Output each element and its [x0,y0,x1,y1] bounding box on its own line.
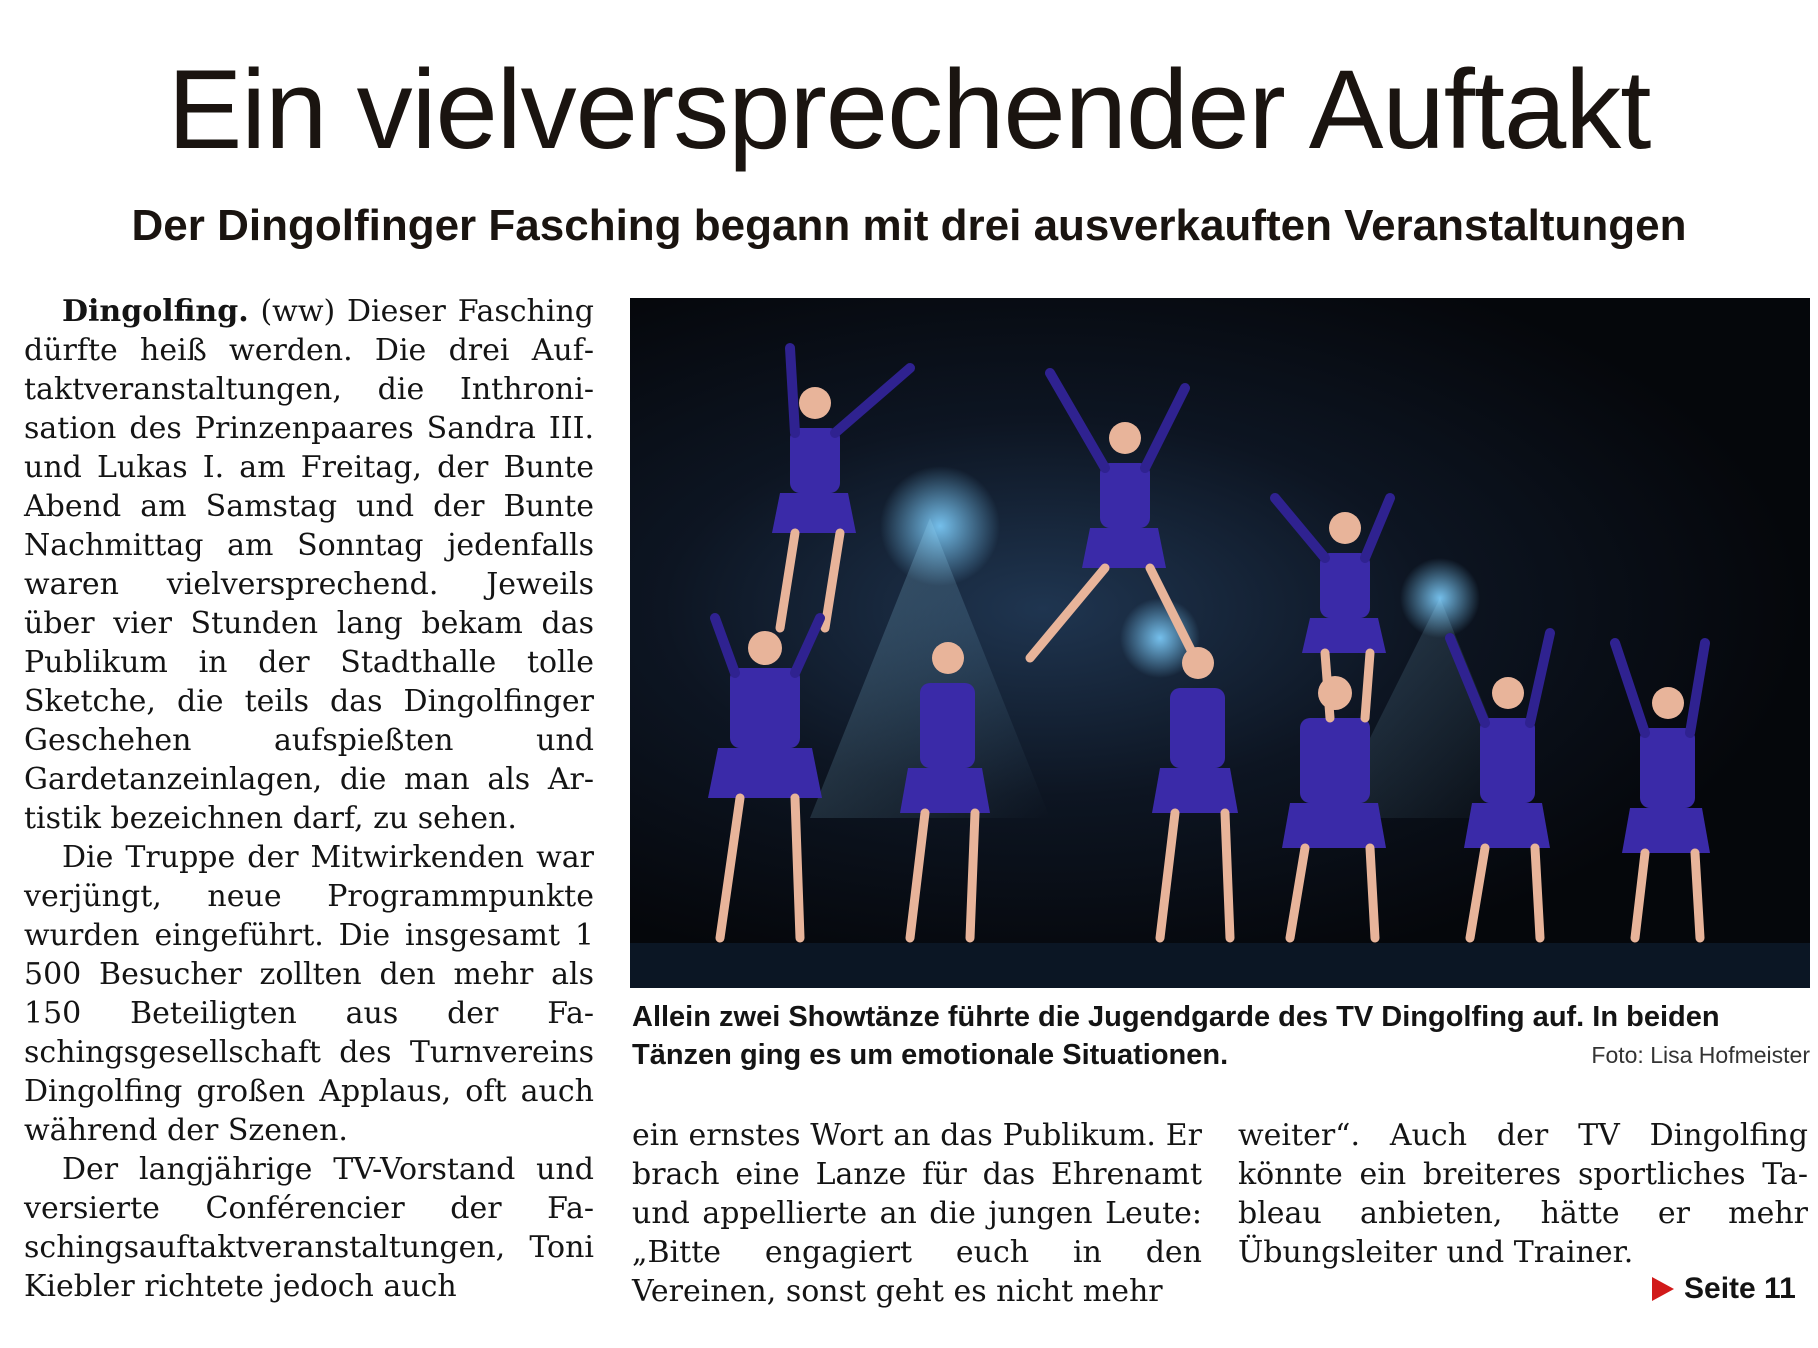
arrow-right-icon [1652,1277,1674,1301]
photo-credit: Foto: Lisa Hofmeister [1591,1042,1810,1068]
dance-photo-illustration [630,298,1810,988]
article-paragraph-1 [24,292,594,838]
continuation-link[interactable] [1652,1272,1796,1306]
dance-photo [630,298,1810,988]
article-paragraph-5: weiter“. Auch der TV Dingolfing könnte ein breiteres sportliches Tableau anbieten, hätte er mehr Übungsleiter und Trainer. [1238,1118,1808,1270]
article-paragraph-2: Die Truppe der Mitwirkenden war verjüngt, neue Programmpunkte wurden eingeführt. Die insgesamt 1 500 Besucher zollten den mehr als 150 Beteiligten aus der Faschingsgesellschaft des Turnvereins Dingolfing großen Applaus, oft auch während der Szenen. [24,840,594,1148]
article-paragraph-3: Der langjährige TV-Vorstand und versierte Conférencier der Faschingsauftaktveranstaltungen, Toni Kiebler richtete jedoch auch [24,1152,594,1304]
article-column-3 [1238,1116,1808,1272]
continuation-label: Seite 11 [1684,1272,1796,1305]
headline: Ein vielversprechender Auftakt [167,47,1651,172]
article-column-2 [632,1116,1202,1311]
dateline: Dingolfing. [62,294,249,329]
paragraph-1-text: (ww) Dieser Fasching dürfte heiß werden. Die drei Auftaktveranstaltungen, die Inthronisation des Prinzenpaares Sandra III. und Lukas I. am Freitag, der Bunte Abend am Samstag und der Bunte Nachmittag am Sonntag jedenfalls waren vielversprechend. Jeweils über vier Stunden lang bekam das Publikum in der Stadthalle tolle Sketche, die teils das Dingolfinger Geschehen aufspießten und Gardetanzeinlagen, die man als Artistik bezeichnen darf, zu sehen. [24,294,594,836]
subheadline: Der Dingolfinger Fasching begann mit drei ausverkauften Veranstaltungen [131,201,1687,250]
article-paragraph-4: ein ernstes Wort an das Publikum. Er brach eine Lanze für das Ehrenamt und appellierte an die jungen Leute: „Bitte engagiert euch in den Vereinen, sonst geht es nicht mehr [632,1118,1202,1309]
article-column-1 [24,292,594,1306]
photo-caption: Allein zwei Showtänze führte die Jugendgarde des TV Dingolfing auf. In beiden Tänzen ging es um emotionale Situationen. [632,1001,1720,1071]
